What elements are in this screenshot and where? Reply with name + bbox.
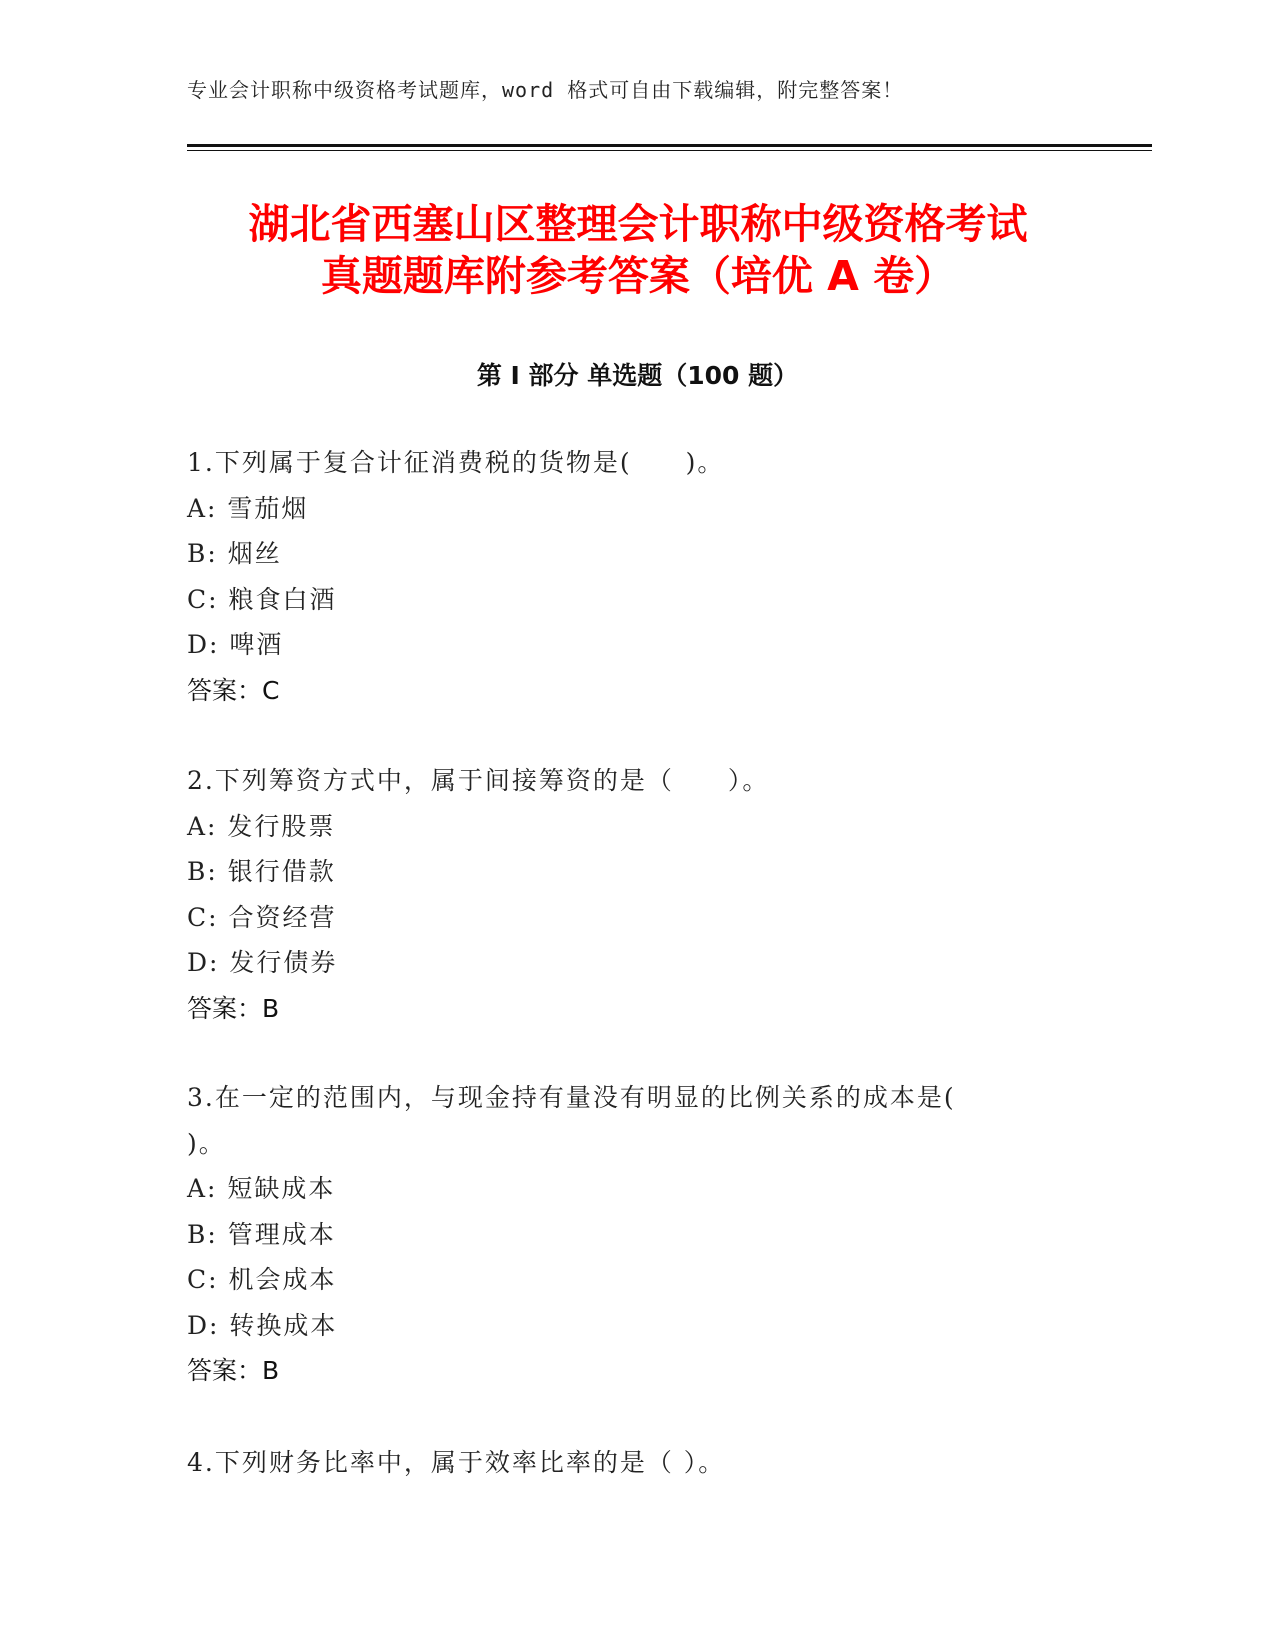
header-note: 专业会计职称中级资格考试题库，word 格式可自由下载编辑，附完整答案！	[187, 78, 904, 102]
option-b: B: 烟丝	[187, 539, 282, 568]
question-stem: 1.下列属于复合计征消费税的货物是( )。	[187, 448, 725, 477]
question-stem: 3.在一定的范围内，与现金持有量没有明显的比例关系的成本是(	[187, 1083, 956, 1112]
option-a: A: 短缺成本	[187, 1174, 336, 1203]
option-d: D: 发行债券	[187, 948, 338, 977]
answer: 答案：C	[187, 675, 280, 705]
header-rule-thick	[187, 144, 1152, 147]
option-d: D: 啤酒	[187, 630, 284, 659]
question-2	[187, 758, 1067, 1031]
question-stem-continued: )。	[187, 1128, 226, 1158]
question-4	[187, 1440, 1067, 1486]
question-1	[187, 440, 1067, 713]
question-3	[187, 1075, 1067, 1394]
document-title-line-1: 湖北省西塞山区整理会计职称中级资格考试	[248, 200, 1028, 248]
option-d: D: 转换成本	[187, 1310, 338, 1340]
question-stem: 2.下列筹资方式中，属于间接筹资的是（ ）。	[187, 766, 770, 795]
document-title-line-2: 真题题库附参考答案（培优 A 卷）	[320, 252, 956, 300]
option-b: B: 管理成本	[187, 1219, 336, 1249]
answer: 答案：B	[187, 993, 280, 1023]
option-b: B: 银行借款	[187, 857, 336, 886]
question-stem: 4.下列财务比率中，属于效率比率的是（ ）。	[187, 1448, 726, 1477]
option-a: A: 雪茄烟	[187, 493, 309, 523]
answer: 答案：B	[187, 1356, 280, 1385]
header-rule-thin	[187, 150, 1152, 151]
option-c: C: 粮食白酒	[187, 584, 337, 614]
section-heading: 第 I 部分 单选题（100 题）	[476, 361, 799, 390]
option-c: C: 机会成本	[187, 1265, 337, 1294]
option-a: A: 发行股票	[187, 811, 336, 841]
option-c: C: 合资经营	[187, 902, 337, 932]
